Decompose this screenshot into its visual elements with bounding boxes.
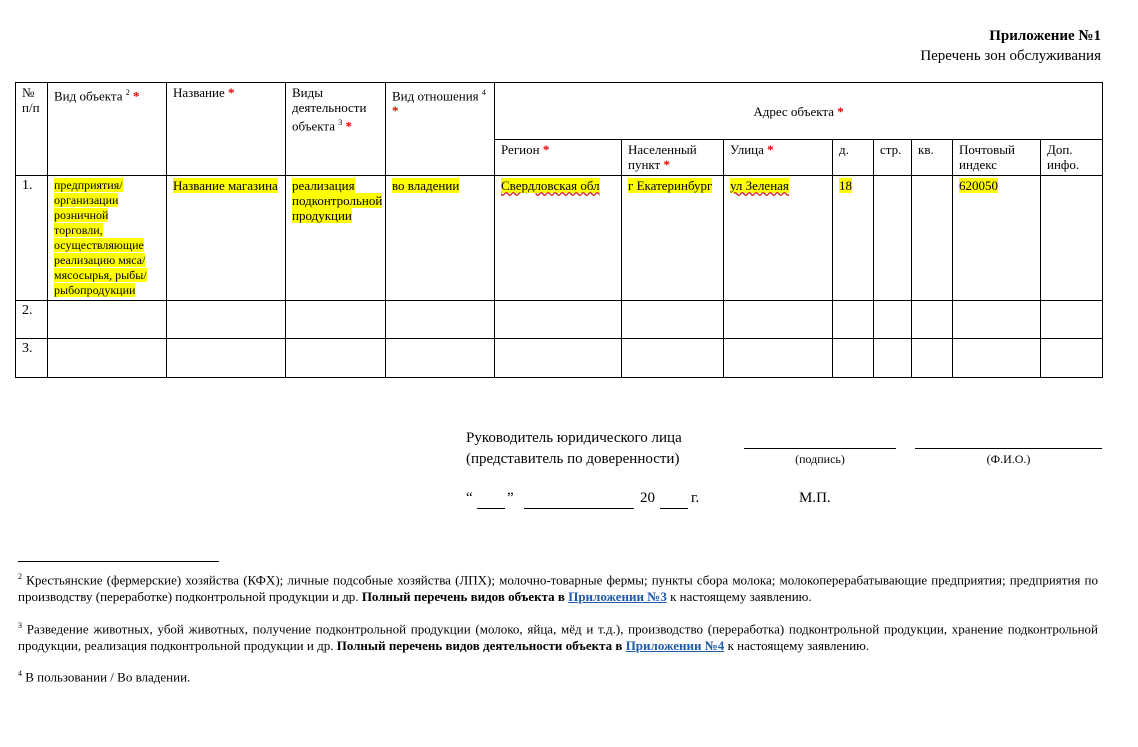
cell-empty[interactable] <box>622 301 724 339</box>
year-line[interactable] <box>660 490 688 509</box>
year-suffix: г. <box>691 490 700 506</box>
cell-empty[interactable] <box>724 339 833 378</box>
row-num: 3. <box>16 339 48 378</box>
cell-activity[interactable]: реализация подконтрольной продукции <box>286 176 386 301</box>
col-header-postal: Почтовый индекс <box>953 140 1041 176</box>
cell-empty[interactable] <box>48 339 167 378</box>
cell-empty[interactable] <box>912 301 953 339</box>
col-header-extra: Доп. инфо. <box>1041 140 1103 176</box>
cell-empty[interactable] <box>1041 339 1103 378</box>
appendix-subtitle: Перечень зон обслуживания <box>920 48 1101 64</box>
cell-building[interactable] <box>874 176 912 301</box>
footnote-separator <box>18 561 219 562</box>
table-row <box>16 301 1103 339</box>
table-row <box>16 176 1103 301</box>
footnote-4: $^4$ В пользовании / Во владении. <box>18 669 191 685</box>
stamp-label: М.П. <box>799 490 831 506</box>
col-header-address: Адрес объекта * <box>495 83 1103 140</box>
row-num: 2. <box>16 301 48 339</box>
cell-empty[interactable] <box>495 339 622 378</box>
cell-postal[interactable]: 620050 <box>953 176 1041 301</box>
col-header-object-type: Вид объекта $^2$ * <box>48 83 167 176</box>
appendix-4-link[interactable]: Приложении №4 <box>625 638 725 654</box>
year-prefix: 20 <box>640 490 655 506</box>
col-header-name: Название * <box>167 83 286 176</box>
signature-line[interactable] <box>744 432 896 449</box>
appendix-title: Приложение №1 <box>989 28 1101 44</box>
day-line[interactable] <box>477 490 505 509</box>
cell-empty[interactable] <box>833 339 874 378</box>
service-zones-table <box>15 82 1103 378</box>
cell-relation[interactable]: во владении <box>386 176 495 301</box>
col-header-locality: Населенный пункт * <box>622 140 724 176</box>
col-header-relation: Вид отношения $^4$ * <box>386 83 495 176</box>
col-header-num: № п/п <box>16 83 48 176</box>
cell-empty[interactable] <box>386 339 495 378</box>
cell-extra[interactable] <box>1041 176 1103 301</box>
cell-empty[interactable] <box>167 339 286 378</box>
cell-empty[interactable] <box>167 301 286 339</box>
cell-empty[interactable] <box>953 339 1041 378</box>
cell-empty[interactable] <box>286 301 386 339</box>
signature-caption: (подпись) <box>795 452 845 466</box>
cell-empty[interactable] <box>912 339 953 378</box>
cell-empty[interactable] <box>286 339 386 378</box>
col-header-apt: кв. <box>912 140 953 176</box>
cell-empty[interactable] <box>874 301 912 339</box>
cell-street[interactable]: ул Зеленая <box>724 176 833 301</box>
cell-empty[interactable] <box>724 301 833 339</box>
signatory-title: Руководитель юридического лица <box>466 430 682 446</box>
cell-empty[interactable] <box>1041 301 1103 339</box>
footnote-3: $^3$ Разведение животных, убой животных, получение подконтрольной продукции (молоко, яйца, мёд и т.д.), производство (переработка) подконтрольной продукции, хранение подконтрольной продукции, реализация подконтрольной продукции и др. Полный перечень видов деятельности объекта в Приложении №4 к настоящему заявлению. <box>18 621 1099 654</box>
cell-house[interactable]: 18 <box>833 176 874 301</box>
col-header-activity: Виды деятельности объекта $^3$ * <box>286 83 386 176</box>
quote-open: “ <box>466 490 473 506</box>
cell-empty[interactable] <box>48 301 167 339</box>
cell-name[interactable]: Название магазина <box>167 176 286 301</box>
cell-empty[interactable] <box>833 301 874 339</box>
cell-empty[interactable] <box>953 301 1041 339</box>
cell-empty[interactable] <box>495 301 622 339</box>
cell-empty[interactable] <box>622 339 724 378</box>
col-header-building: стр. <box>874 140 912 176</box>
col-header-street: Улица * <box>724 140 833 176</box>
quote-close: ” <box>507 490 514 506</box>
cell-object-type[interactable]: предприятия/организации розничной торговли, осуществляющие реализацию мяса/мясосырья, рыбы/рыбопродукции <box>48 176 167 301</box>
fio-caption: (Ф.И.О.) <box>986 452 1031 466</box>
table-row <box>16 339 1103 378</box>
signatory-subtitle: (представитель по доверенности) <box>466 451 680 467</box>
fio-line[interactable] <box>915 432 1102 449</box>
footnote-2: $^2$ Крестьянские (фермерские) хозяйства (КФХ); личные подсобные хозяйства (ЛПХ); молочно-товарные фермы; пункты сбора молока; молокоперерабатывающие предприятия; предприятия по производству (переработке) подконтрольной продукции и др. Полный перечень видов объекта в Приложении №3 к настоящему заявлению. <box>18 572 1099 605</box>
cell-locality[interactable]: г Екатеринбург <box>622 176 724 301</box>
appendix-3-link[interactable]: Приложении №3 <box>568 589 667 605</box>
month-line[interactable] <box>524 490 634 509</box>
cell-region[interactable]: Свердловская обл <box>495 176 622 301</box>
cell-apt[interactable] <box>912 176 953 301</box>
row-num: 1. <box>16 176 48 301</box>
cell-empty[interactable] <box>386 301 495 339</box>
col-header-house: д. <box>833 140 874 176</box>
cell-empty[interactable] <box>874 339 912 378</box>
col-header-region: Регион * <box>495 140 622 176</box>
